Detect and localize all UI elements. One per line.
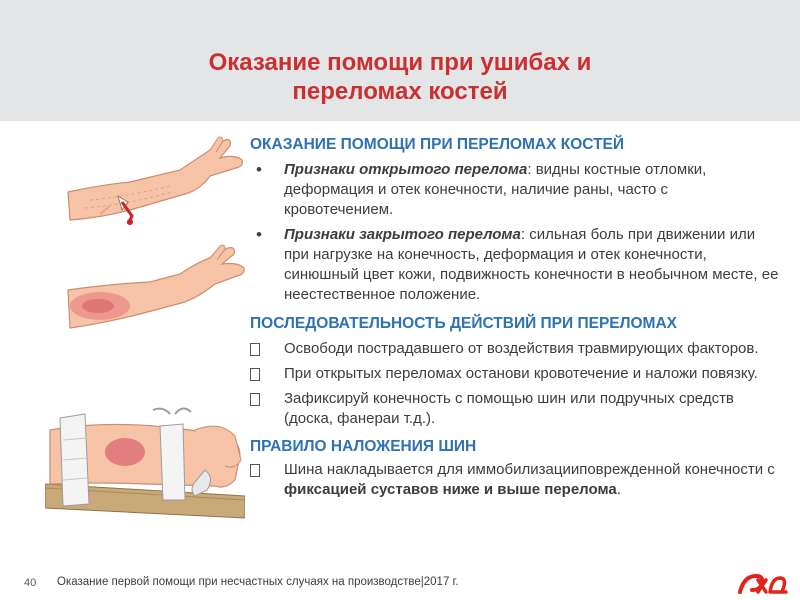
title-line-2: переломах костей bbox=[292, 78, 508, 105]
action-steps-list bbox=[250, 339, 780, 429]
section-heading-splint-rule: ПРАВИЛО НАЛОЖЕНИЯ ШИН bbox=[250, 438, 477, 455]
section-heading-fracture-aid: ОКАЗАНИЕ ПОМОЩИ ПРИ ПЕРЕЛОМАХ КОСТЕЙ bbox=[250, 136, 625, 153]
slide-title bbox=[100, 48, 700, 106]
title-banner bbox=[0, 0, 800, 121]
list-item bbox=[250, 225, 780, 305]
rzd-logo bbox=[736, 570, 788, 598]
checkbox-bullet-icon bbox=[250, 343, 260, 356]
title-line-1: Оказание помощи при ушибах и bbox=[208, 49, 592, 76]
closed-fracture-arm-illustration bbox=[60, 240, 250, 335]
list-item-text: При открытых переломах останови кровотечение и наложи повязку. bbox=[284, 365, 758, 382]
list-item bbox=[250, 364, 780, 384]
list-item bbox=[250, 160, 780, 220]
list-item-text: Шина накладывается для иммобилизацииповрежденной конечности с bbox=[284, 461, 775, 478]
checkbox-bullet-icon bbox=[250, 464, 260, 477]
footer-text: Оказание первой помощи при несчастных случаях на производстве|2017 г. bbox=[57, 576, 459, 588]
list-item-text: : видны костные отломки, деформация и отек конечности, наличие раны, часто с кровотечением. bbox=[284, 161, 707, 218]
list-item-term: Признаки открытого перелома bbox=[284, 161, 528, 178]
checkbox-bullet-icon bbox=[250, 393, 260, 406]
list-item-text-end: . bbox=[616, 481, 621, 498]
list-item-text: Освободи пострадавшего от воздействия травмирующих факторов. bbox=[284, 340, 759, 357]
list-item-text: Зафиксируй конечность с помощью шин или подручных средств (доска, фанераи т.д.). bbox=[284, 390, 734, 427]
checkbox-bullet-icon bbox=[250, 368, 260, 381]
open-fracture-arm-illustration bbox=[60, 130, 250, 230]
slide-content bbox=[250, 134, 780, 505]
list-item-term: Признаки закрытого перелома bbox=[284, 226, 521, 243]
fracture-signs-list bbox=[250, 160, 780, 305]
list-item bbox=[250, 339, 780, 359]
splint-rule-list bbox=[250, 460, 780, 500]
list-item bbox=[250, 389, 780, 429]
list-item bbox=[250, 460, 780, 500]
section-heading-action-sequence: ПОСЛЕДОВАТЕЛЬНОСТЬ ДЕЙСТВИЙ ПРИ ПЕРЕЛОМАХ bbox=[250, 315, 677, 332]
list-item-emphasis: фиксацией суставов ниже и выше перелома bbox=[284, 481, 617, 498]
list-item-text: : сильная боль при движении или при нагрузке на конечность, деформация и отек конечности, синюшный цвет кожи, подвижность конечности в необычном месте, ее неестественное положение. bbox=[284, 226, 779, 303]
page-number: 40 bbox=[24, 577, 37, 589]
splinted-arm-illustration bbox=[45, 400, 245, 525]
